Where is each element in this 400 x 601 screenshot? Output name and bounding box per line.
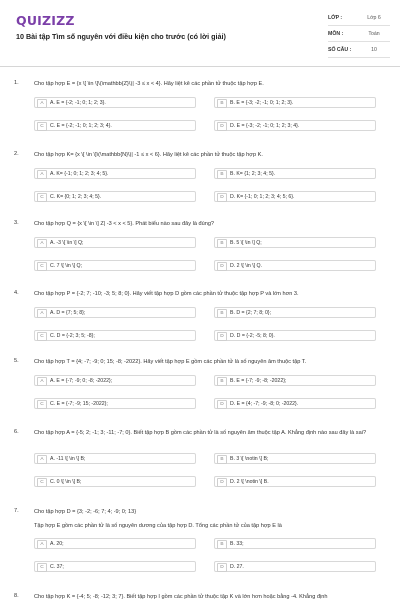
meta-row-count (328, 42, 390, 58)
answer-option-b[interactable] (214, 375, 376, 386)
meta-row-subject (328, 26, 390, 42)
answer-option-c[interactable] (34, 260, 196, 271)
option-letter-badge: C (37, 400, 47, 409)
answer-option-b[interactable] (214, 538, 376, 549)
option-text: D. K= {-1; 0; 1; 2; 3; 4; 5; 6}. (230, 194, 295, 200)
option-text: B. 33; (230, 541, 244, 547)
option-text: A. E = {-7; -9; 0; -8; -2022}; (50, 378, 113, 384)
option-letter-badge: A (37, 377, 47, 386)
worksheet-header (0, 0, 400, 66)
option-letter-badge: D (217, 332, 227, 341)
option-letter-badge: A (37, 170, 47, 179)
answer-option-a[interactable] (34, 97, 196, 108)
option-letter-badge: B (217, 239, 227, 248)
question-number: 7. (14, 508, 19, 514)
option-text: A. E = {-2; -1; 0; 1; 2; 3}. (50, 100, 106, 106)
meta-table (328, 10, 390, 58)
answer-option-c[interactable] (34, 120, 196, 131)
option-text: C. E = {-7; -9; 15; -2022}; (50, 401, 108, 407)
option-letter-badge: D (217, 262, 227, 271)
question-number: 3. (14, 220, 19, 226)
option-letter-badge: B (217, 540, 227, 549)
meta-row-grade (328, 10, 390, 26)
option-letter-badge: D (217, 478, 227, 487)
option-letter-badge: C (37, 122, 47, 131)
answer-option-b[interactable] (214, 453, 376, 464)
answer-option-b[interactable] (214, 237, 376, 248)
question-text: Cho tập hợp K= {x \[ \in \]\(\mathbb{N}\)| -1 ≤ x < 6}. Hãy liệt kê các phần tử thuộc tập hợp K. (34, 152, 263, 158)
option-letter-badge: C (37, 332, 47, 341)
meta-value: Toán (368, 30, 380, 37)
answer-option-c[interactable] (34, 476, 196, 487)
option-letter-badge: D (217, 193, 227, 202)
option-text: D. 2 \[ \in \] Q. (230, 263, 262, 269)
answer-option-d[interactable] (214, 561, 376, 572)
question-text: Cho tập hợp P = {-2; 7; -10; -3; 5; 8; 0}. Hãy viết tập hợp D gồm các phần tử thuộc tập hợp P và lớn hơn 3. (34, 291, 299, 297)
option-text: B. E = {-7; -9; -8; -2022}; (230, 378, 287, 384)
option-letter-badge: C (37, 478, 47, 487)
question-number: 4. (14, 290, 19, 296)
option-text: A. K= {-1; 0; 1; 2; 3; 4; 5}. (50, 171, 109, 177)
option-text: B. K= {1; 2; 3; 4; 5}. (230, 171, 276, 177)
option-text: B. E = {-3; -2; -1; 0; 1; 2; 3}. (230, 100, 294, 106)
option-text: C. D = {-2; 3; 5; -8}; (50, 333, 95, 339)
option-letter-badge: C (37, 563, 47, 572)
question-text: Cho tập hợp Q = {x \[ \in \] Z| -3 < x < 5}. Phát biểu nào sau đây là đúng? (34, 221, 215, 227)
question-number: 1. (14, 80, 19, 86)
answer-option-a[interactable] (34, 538, 196, 549)
answer-option-d[interactable] (214, 330, 376, 341)
option-letter-badge: B (217, 377, 227, 386)
option-letter-badge: D (217, 563, 227, 572)
option-text: D. 27. (230, 564, 244, 570)
page-title: 10 Bài tập Tìm số nguyên với điều kiện cho trước (có lời giải) (16, 32, 226, 41)
option-letter-badge: A (37, 540, 47, 549)
option-letter-badge: C (37, 193, 47, 202)
answer-option-c[interactable] (34, 191, 196, 202)
answer-option-d[interactable] (214, 260, 376, 271)
option-letter-badge: B (217, 170, 227, 179)
option-text: D. 2 \[ \notin \] B. (230, 479, 269, 485)
option-letter-badge: D (217, 122, 227, 131)
question-text: Cho tập hợp K = {-4; 5; -8; -12; 3; 7}. Biết tập hợp I gồm các phần tử thuộc tập K và lớn hơn hoặc bằng -4. Khẳng định (34, 594, 328, 600)
answer-option-c[interactable] (34, 330, 196, 341)
option-letter-badge: A (37, 455, 47, 464)
option-text: D. E = {4; -7; -9; -8; 0; -2022}. (230, 401, 299, 407)
answer-option-d[interactable] (214, 191, 376, 202)
option-text: A. D = {7; 5; 8}; (50, 310, 86, 316)
option-letter-badge: A (37, 239, 47, 248)
answer-option-c[interactable] (34, 398, 196, 409)
answer-option-d[interactable] (214, 476, 376, 487)
option-text: C. E = {-2; -1; 0; 1; 2; 3; 4}. (50, 123, 112, 129)
answer-option-b[interactable] (214, 97, 376, 108)
answer-option-d[interactable] (214, 398, 376, 409)
option-text: B. 5 \[ \in \] Q; (230, 240, 262, 246)
option-text: C. 0 \[ \in \] B; (50, 479, 82, 485)
answer-option-a[interactable] (34, 453, 196, 464)
option-text: C. 7 \[ \in \] Q; (50, 263, 82, 269)
question-number: 6. (14, 429, 19, 435)
answer-option-a[interactable] (34, 168, 196, 179)
question-number: 2. (14, 151, 19, 157)
option-text: B. D = {2; 7; 8; 0}; (230, 310, 272, 316)
header-divider (0, 66, 400, 67)
option-text: C. K= {0; 1; 2; 3; 4; 5}. (50, 194, 102, 200)
answer-option-b[interactable] (214, 307, 376, 318)
answer-option-a[interactable] (34, 307, 196, 318)
question-number: 8. (14, 593, 19, 599)
question-text: Cho tập hợp E = {x \[ \in \]\(\mathbb{Z}\)| -3 ≤ x < 4}. Hãy liệt kê các phần tử thuộc tập hợp E. (34, 81, 264, 87)
option-text: A. -11 \[ \in \] B; (50, 456, 86, 462)
option-letter-badge: C (37, 262, 47, 271)
question-text: Cho tập hợp A = {-5; 2; -1; 3; -11; -7; 0}. Biết tập hợp B gồm các phần tử là số nguyên âm thuộc tập A. Khẳng định nào sau đây là sai? (34, 430, 367, 436)
answer-option-b[interactable] (214, 168, 376, 179)
answer-option-c[interactable] (34, 561, 196, 572)
meta-label: SỐ CÂU : (328, 46, 352, 53)
question-text: Cho tập hợp D = {3; -2; -6; 7; 4; -9; 0; 13} (34, 509, 137, 515)
option-text: A. -3 \[ \in \] Q; (50, 240, 84, 246)
option-letter-badge: B (217, 455, 227, 464)
meta-value: Lớp 6 (367, 14, 381, 21)
option-text: D. D = {-2; -5; 8; 0}. (230, 333, 275, 339)
option-text: A. 20; (50, 541, 64, 547)
meta-label: LỚP : (328, 14, 343, 21)
question-text-continued: Tập hợp E gồm các phần tử là số nguyên dương của tập hợp D. Tổng các phần tử của tập hợp E là (34, 523, 282, 529)
answer-option-a[interactable] (34, 375, 196, 386)
option-letter-badge: A (37, 309, 47, 318)
meta-value: 10 (371, 46, 377, 53)
meta-label: MÔN : (328, 30, 344, 37)
option-text: D. E = {-3; -2; -1; 0; 1; 2; 3; 4}. (230, 123, 300, 129)
question-text: Cho tập hợp T = {4; -7; -9; 0; 15; -8; -2022}. Hãy viết tập hợp E gồm các phần tử là số nguyên âm thuộc tập T. (34, 359, 307, 365)
answer-option-a[interactable] (34, 237, 196, 248)
option-letter-badge: A (37, 99, 47, 108)
answer-option-d[interactable] (214, 120, 376, 131)
option-text: C. 37; (50, 564, 64, 570)
option-letter-badge: B (217, 309, 227, 318)
option-text: B. 3 \[ \notin \] B; (230, 456, 269, 462)
option-letter-badge: D (217, 400, 227, 409)
option-letter-badge: B (217, 99, 227, 108)
question-number: 5. (14, 358, 19, 364)
quizizz-logo: QUIZIZZ (16, 13, 75, 28)
